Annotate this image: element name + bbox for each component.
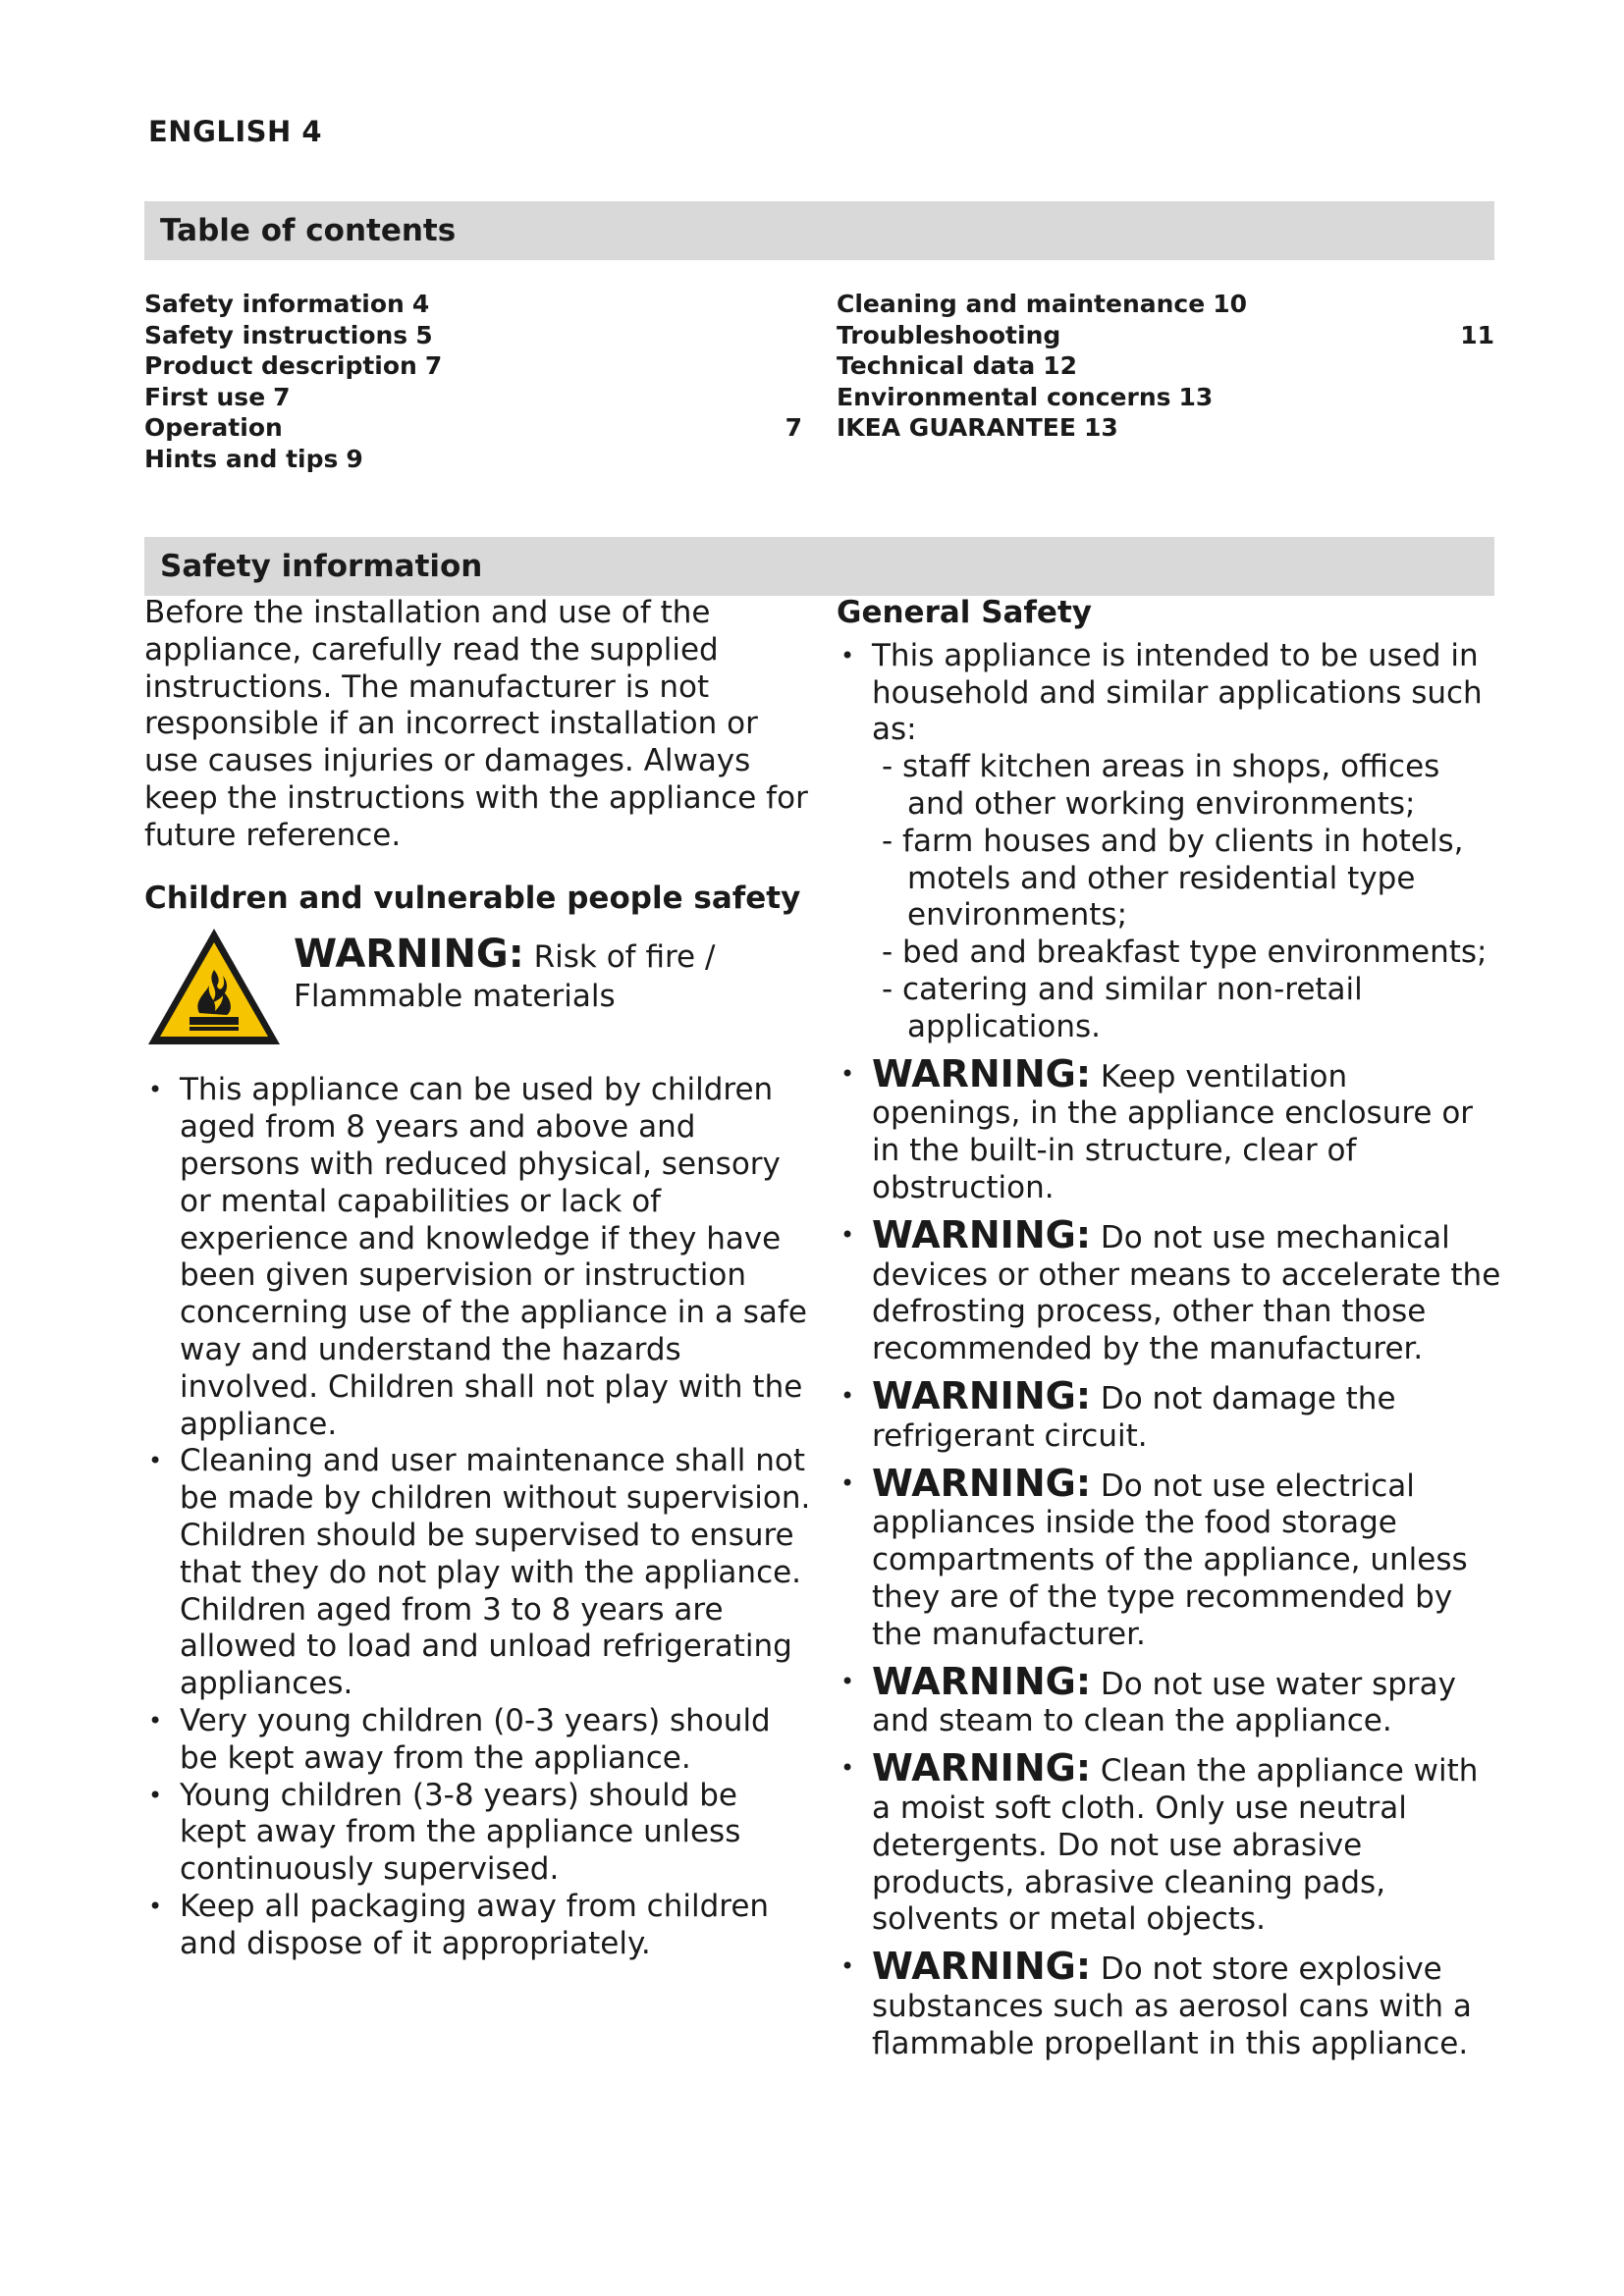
warning-item: • WARNING: Do not damage the refrigerant circuit. — [837, 1378, 1504, 1456]
toc-entry[interactable]: Cleaning and maintenance 10 — [837, 290, 1248, 318]
warning-item: • WARNING: Clean the appliance with a moist soft cloth. Only use neutral detergents. Do not use abrasive products, abrasive cleaning pads, solvents or metal objects. — [837, 1750, 1504, 1939]
list-item: - staff kitchen areas in shops, offices and other working environments; — [882, 749, 1440, 822]
safety-information-heading: Safety information — [144, 537, 1494, 596]
toc-right-column — [837, 289, 1494, 444]
fire-warning-text: WARNING: Risk of fire / Flammable materials — [294, 932, 716, 1015]
general-safety-heading: General Safety — [837, 595, 1092, 630]
children-safety-heading: Children and vulnerable people safety — [144, 880, 801, 916]
general-safety-list — [837, 638, 1504, 2063]
toc-entry[interactable]: Safety information 4 — [144, 290, 430, 318]
list-item: • Very young children (0-3 years) should be kept away from the appliance. — [144, 1703, 812, 1778]
warning-item: • WARNING: Do not store explosive substances such as aerosol cans with a flammable propellant in this appliance. — [837, 1949, 1504, 2062]
warning-item: • WARNING: Keep ventilation openings, in the appliance enclosure or in the built-in structure, clear of obstruction. — [837, 1056, 1504, 1207]
toc-entry[interactable]: Operation 7 — [144, 413, 802, 443]
toc-entry[interactable]: Troubleshooting 11 — [837, 320, 1494, 349]
list-item: • This appliance can be used by children aged from 8 years and above and persons with reduced physical, sensory or mental capabilities or lack of experience and knowledge if they have been given supervision or instruction concerning use of the appliance in a safe way and understand the hazards involved. Children shall not play with the appliance. — [144, 1072, 812, 1443]
toc-entry[interactable]: Environmental concerns 13 — [837, 382, 1214, 411]
toc-entry[interactable]: Hints and tips 9 — [144, 444, 363, 473]
toc-left-column — [144, 289, 802, 475]
flammable-warning-icon — [144, 925, 284, 1048]
list-item: - bed and breakfast type environments; — [882, 934, 1488, 971]
list-item: • Keep all packaging away from children and dispose of it appropriately. — [144, 1889, 812, 1963]
list-item: • Cleaning and user maintenance shall not be made by children without supervision. Children should be supervised to ensure that they do not play with the appliance. Children aged from 3 to 8 years are allowed to load and unload refrigerating appliances. — [144, 1443, 812, 1703]
usage-environment-list — [872, 749, 1504, 1045]
toc-entry[interactable]: IKEA GUARANTEE 13 — [837, 413, 1118, 443]
toc-entry[interactable]: Product description 7 — [144, 351, 443, 381]
list-item: - catering and similar non-retail applications. — [882, 971, 1363, 1044]
list-item: • This appliance is intended to be used in household and similar applications such as: - staff kitchen areas in shops, offices and other working environments; - farm houses and by clients in hotels, motels and other residential type environments; - bed and breakfast type environments; - catering and similar non-retail applications. — [837, 638, 1504, 1046]
fire-warning-box — [144, 925, 812, 1048]
page-language-label: ENGLISH 4 — [148, 115, 323, 148]
list-item: • Young children (3-8 years) should be kept away from the appliance unless continuously supervised. — [144, 1778, 812, 1889]
toc-heading: Table of contents — [144, 201, 1494, 260]
safety-right-column — [837, 595, 1504, 2062]
children-safety-list — [144, 1072, 812, 1962]
toc-entry[interactable]: Safety instructions 5 — [144, 320, 433, 349]
warning-item: • WARNING: Do not use water spray and steam to clean the appliance. — [837, 1664, 1504, 1741]
safety-left-column — [144, 595, 812, 1963]
warning-item: • WARNING: Do not use mechanical devices or other means to accelerate the defrosting process, other than those recommended by the manufacturer. — [837, 1217, 1504, 1368]
toc-entry[interactable]: Technical data 12 — [837, 351, 1078, 381]
safety-intro-paragraph: Before the installation and use of the appliance, carefully read the supplied instructions. The manufacturer is not responsible if an incorrect installation or use causes injuries or damages. Always keep the instructions with the appliance for future reference. — [144, 595, 808, 853]
warning-item: • WARNING: Do not use electrical appliances inside the food storage compartments of the appliance, unless they are of the type recommended by the manufacturer. — [837, 1466, 1504, 1654]
list-item: - farm houses and by clients in hotels, motels and other residential type environments; — [882, 823, 1464, 934]
toc-entry[interactable]: First use 7 — [144, 382, 291, 411]
